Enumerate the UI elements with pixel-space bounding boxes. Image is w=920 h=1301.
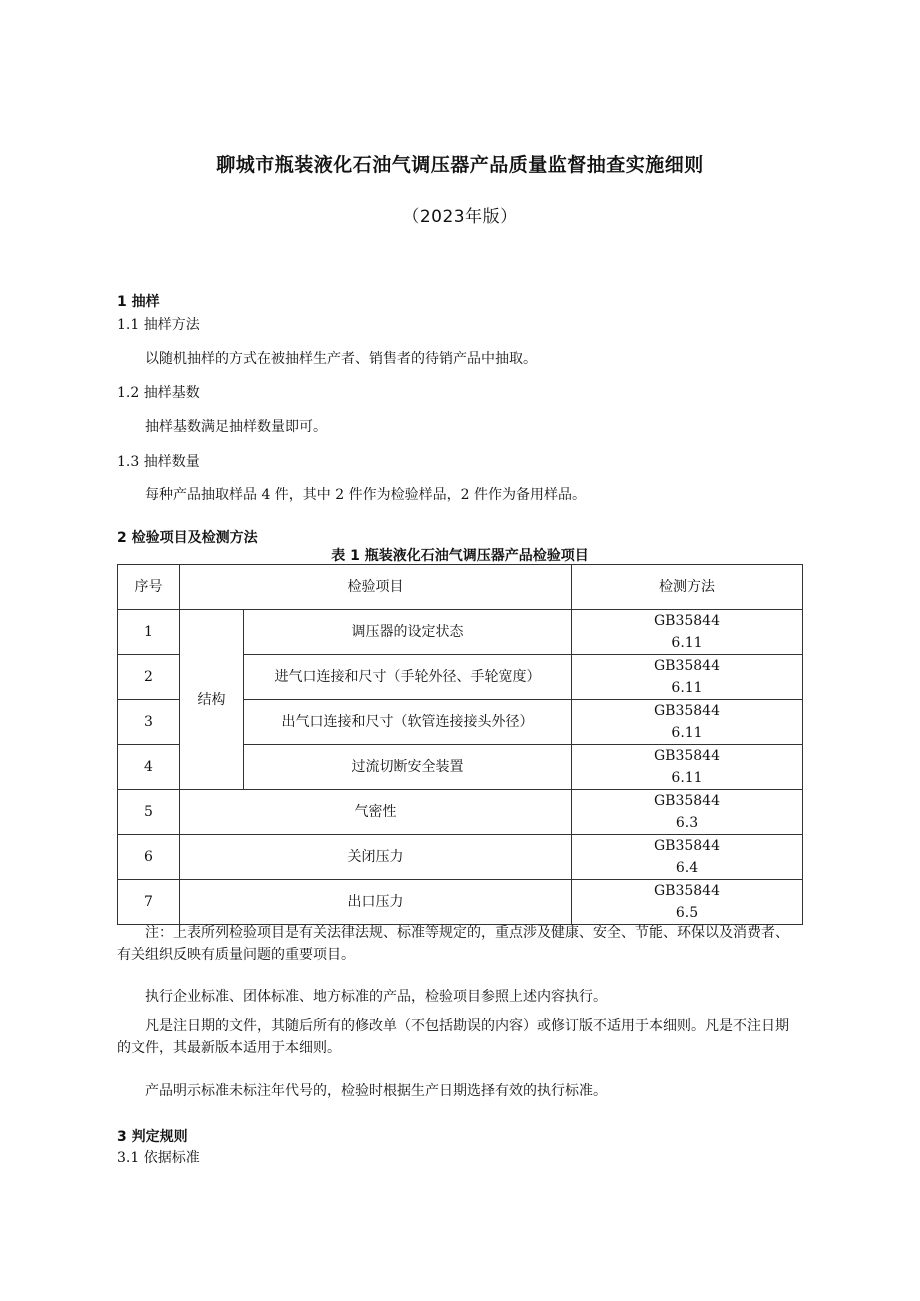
method-clause: 6.5 <box>675 905 699 921</box>
row-item: 调压器的设定状态 <box>244 610 572 655</box>
row-method <box>572 790 803 835</box>
method-standard: GB35844 <box>653 838 720 854</box>
document-subtitle: （2023年版） <box>402 207 518 227</box>
subsection-3-1-label: 3.1 依据标准 <box>117 1150 200 1166</box>
subsection-1-3-label: 1.3 抽样数量 <box>117 454 200 470</box>
inspection-items-table <box>117 564 803 925</box>
row-no: 7 <box>118 880 180 925</box>
section-3-heading: 3 判定规则 <box>117 1129 188 1145</box>
row-item: 出口压力 <box>180 880 572 925</box>
method-clause: 6.11 <box>671 635 703 651</box>
method-standard: GB35844 <box>653 658 720 674</box>
method-clause: 6.3 <box>675 815 699 831</box>
row-method <box>572 655 803 700</box>
group-label-structure: 结构 <box>180 610 244 790</box>
row-method <box>572 610 803 655</box>
row-item: 出气口连接和尺寸（软管连接接头外径） <box>244 700 572 745</box>
section-1-heading: 1 抽样 <box>117 294 160 310</box>
row-no: 4 <box>118 745 180 790</box>
note-dated-documents: 凡是注日期的文件，其随后所有的修改单（不包括勘误的内容）或修订版不适用于本细则。凡是不注日期的文件，其最新版本适用于本细则。 <box>117 1018 789 1056</box>
table-row <box>118 880 803 925</box>
header-item: 检验项目 <box>180 565 572 610</box>
method-standard: GB35844 <box>653 613 720 629</box>
header-method: 检测方法 <box>572 565 803 610</box>
document-title: 聊城市瓶装液化石油气调压器产品质量监督抽查实施细则 <box>216 154 704 176</box>
row-method <box>572 835 803 880</box>
subsection-1-1-text: 以随机抽样的方式在被抽样生产者、销售者的待销产品中抽取。 <box>145 351 537 367</box>
row-no: 5 <box>118 790 180 835</box>
row-no: 1 <box>118 610 180 655</box>
method-clause: 6.11 <box>671 725 703 741</box>
method-standard: GB35844 <box>653 793 720 809</box>
row-no: 2 <box>118 655 180 700</box>
method-standard: GB35844 <box>653 703 720 719</box>
method-standard: GB35844 <box>653 748 720 764</box>
table-note: 注：上表所列检验项目是有关法律法规、标准等规定的，重点涉及健康、安全、节能、环保以及消费者、有关组织反映有质量问题的重要项目。 <box>117 925 789 963</box>
row-method <box>572 745 803 790</box>
method-clause: 6.11 <box>671 770 703 786</box>
row-no: 6 <box>118 835 180 880</box>
row-method <box>572 700 803 745</box>
row-item: 过流切断安全装置 <box>244 745 572 790</box>
row-no: 3 <box>118 700 180 745</box>
row-item: 关闭压力 <box>180 835 572 880</box>
row-item: 进气口连接和尺寸（手轮外径、手轮宽度） <box>244 655 572 700</box>
subsection-1-1-label: 1.1 抽样方法 <box>117 317 200 333</box>
subsection-1-2-label: 1.2 抽样基数 <box>117 385 200 401</box>
method-clause: 6.11 <box>671 680 703 696</box>
row-method <box>572 880 803 925</box>
section-2-heading: 2 检验项目及检测方法 <box>117 530 258 546</box>
note-enterprise-standards: 执行企业标准、团体标准、地方标准的产品，检验项目参照上述内容执行。 <box>145 989 607 1005</box>
table-caption: 表 1 瓶装液化石油气调压器产品检验项目 <box>331 548 589 564</box>
method-standard: GB35844 <box>653 883 720 899</box>
subsection-1-2-text: 抽样基数满足抽样数量即可。 <box>145 419 327 435</box>
header-no: 序号 <box>118 565 180 610</box>
subsection-1-3-text: 每种产品抽取样品 4 件，其中 2 件作为检验样品，2 件作为备用样品。 <box>145 487 586 503</box>
row-item: 气密性 <box>180 790 572 835</box>
table-header-row <box>118 565 803 610</box>
table-row <box>118 790 803 835</box>
table-row <box>118 835 803 880</box>
note-product-standard: 产品明示标准未标注年代号的，检验时根据生产日期选择有效的执行标准。 <box>145 1083 607 1099</box>
method-clause: 6.4 <box>675 860 699 876</box>
table-row <box>118 610 803 655</box>
